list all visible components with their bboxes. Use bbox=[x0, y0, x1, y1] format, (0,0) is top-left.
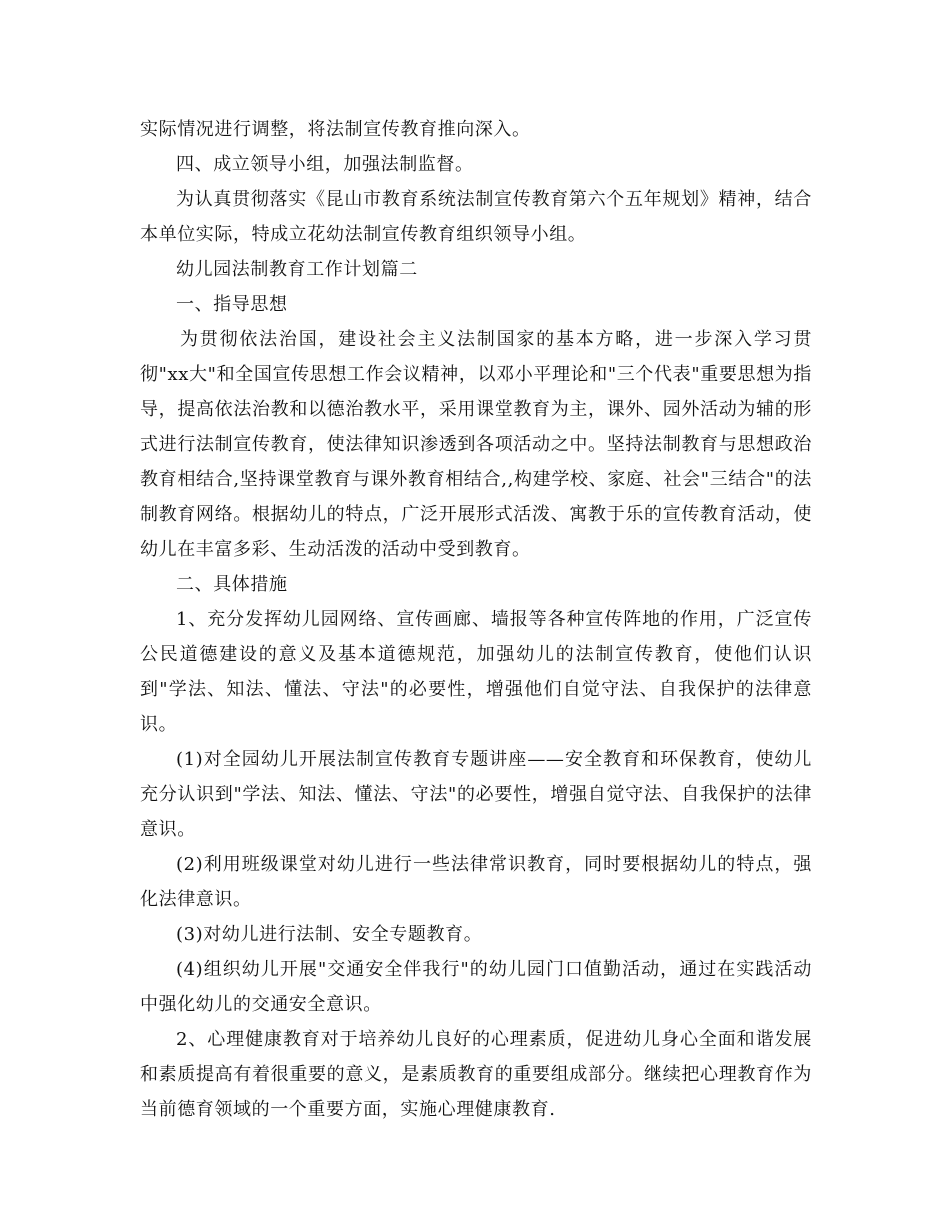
list-item-1: (1)对全园幼儿开展法制宣传教育专题讲座——安全教育和环保教育，使幼儿充分认识到"学法、知法、懂法、守法"的必要性，增强自觉守法、自我保护的法律意识。 bbox=[140, 749, 812, 840]
list-item-4: (4)组织幼儿开展"交通安全伴我行"的幼儿园门口值勤活动，通过在实践活动中强化幼儿的交通安全意识。 bbox=[140, 959, 812, 1015]
paragraph-measure-2: 2、心理健康教育对于培养幼儿良好的心理素质，促进幼儿身心全面和谐发展和素质提高有着很重要的意义，是素质教育的重要组成部分。继续把心理教育作为当前德育领域的一个重要方面，实施心理健康教育. bbox=[140, 1029, 812, 1120]
paragraph-leadership-group: 为认真贯彻落实《昆山市教育系统法制宣传教育第六个五年规划》精神，结合本单位实际，特成立花幼法制宣传教育组织领导小组。 bbox=[140, 189, 812, 245]
paragraph-guiding-ideology: 为贯彻依法治国，建设社会主义法制国家的基本方略，进一步深入学习贯彻"xx大"和全国宣传思想工作会议精神，以邓小平理论和"三个代表"重要思想为指导，提高依法治教和以德治教水平，采用课堂教育为主，课外、园外活动为辅的形式进行法制宣传教育，使法律知识渗透到各项活动之中。坚持法制教育与思想政治教育相结合,坚持课堂教育与课外教育相结合,,构建学校、家庭、社会"三结合"的法制教育网络。根据幼儿的特点，广泛开展形式活泼、寓教于乐的宣传教育活动，使幼儿在丰富多彩、生动活泼的活动中受到教育。 bbox=[140, 329, 812, 560]
section-heading-guiding-ideology: 一、指导思想 bbox=[176, 294, 288, 315]
list-item-2: (2)利用班级课堂对幼儿进行一些法律常识教育，同时要根据幼儿的特点，强化法律意识。 bbox=[140, 854, 812, 910]
section-heading-leadership-group: 四、成立领导小组，加强法制监督。 bbox=[176, 154, 474, 175]
document-body bbox=[140, 112, 812, 1127]
list-item-3: (3)对幼儿进行法制、安全专题教育。 bbox=[176, 924, 483, 945]
paragraph-continuation: 实际情况进行调整，将法制宣传教育推向深入。 bbox=[140, 119, 531, 140]
paragraph-measure-1: 1、充分发挥幼儿园网络、宣传画廊、墙报等各种宣传阵地的作用，广泛宣传公民道德建设的意义及基本道德规范，加强幼儿的法制宣传教育，使他们认识到"学法、知法、懂法、守法"的必要性，增强他们自觉守法、自我保护的法律意识。 bbox=[140, 609, 812, 735]
document-subtitle: 幼儿园法制教育工作计划篇二 bbox=[176, 259, 418, 280]
section-heading-measures: 二、具体措施 bbox=[176, 574, 288, 595]
